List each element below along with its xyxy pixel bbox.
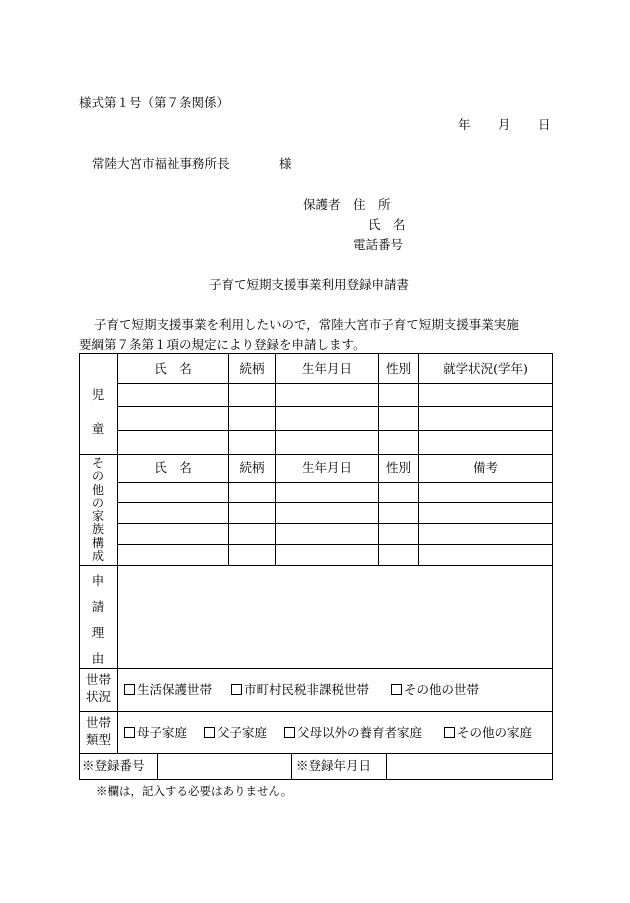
option-label: その他の世帯 [404,682,480,697]
option-single-father[interactable] [204,726,267,740]
option-single-mother[interactable] [124,726,187,740]
family-label [89,457,107,563]
checkbox-icon[interactable] [231,684,242,695]
family-header-birthdate: 生年月日 [301,460,352,475]
child-label [89,378,107,446]
guardian-label: 保護者 [303,197,341,212]
reason-label [89,568,107,672]
guardian-name-label: 氏 名 [368,217,406,232]
checkbox-icon[interactable] [124,727,135,738]
option-tax-exempt-household[interactable] [231,683,369,697]
addressee-name: 常陸大宮市福祉事務所長 [92,156,230,171]
child-header-gender: 性別 [385,361,411,376]
guardian-phone-label: 電話番号 [353,237,404,252]
family-label-text: その他の家族構成 [91,456,104,564]
form-number: 様式第１号（第７条関係） [79,95,230,110]
checkbox-icon[interactable] [124,684,135,695]
reason-label-text: 申請理由 [91,573,105,666]
family-header-name: 氏 名 [154,460,192,475]
checkbox-icon[interactable] [444,727,455,738]
checkbox-icon[interactable] [391,684,402,695]
body-text-line-2: 要綱第７条第１項の規定により登録を申請します。 [79,337,366,352]
child-header-relation: 続柄 [239,361,265,376]
checkbox-icon[interactable] [284,727,295,738]
addressee-honorific: 様 [279,156,292,171]
date-day: 日 [538,117,551,132]
child-header-school: 就学状況(学年) [443,361,528,376]
option-label: 母子家庭 [137,725,188,740]
registration-date-field[interactable] [387,754,552,779]
household-status-label-text: 世帯状況 [85,672,111,704]
child-label-text: 児童 [91,387,105,436]
document-title: 子育て短期支援事業利用登録申請書 [209,277,410,292]
registration-date-label: ※登録年月日 [296,758,372,773]
family-header-gender: 性別 [385,460,411,475]
footnote: ※欄は，記入する必要はありません。 [96,784,293,798]
option-other-household[interactable] [391,683,479,697]
date-month: 月 [498,117,511,132]
child-header-name: 氏 名 [154,361,192,376]
option-other-guardian[interactable] [284,726,422,740]
guardian-address-label: 住 所 [353,197,391,212]
option-welfare-household[interactable] [124,683,212,697]
option-label: その他の家庭 [457,725,533,740]
option-label: 父子家庭 [217,725,268,740]
household-status-label [80,671,117,705]
date-year: 年 [458,117,471,132]
child-header-birthdate: 生年月日 [301,361,352,376]
option-other-family[interactable] [444,726,532,740]
checkbox-icon[interactable] [204,727,215,738]
registration-number-field[interactable] [158,754,291,779]
body-text-line-1: 子育て短期支援事業を利用したいので，常陸大宮市子育て短期支援事業実施 [94,317,519,332]
family-header-remarks: 備考 [472,460,498,475]
family-header-relation: 続柄 [239,460,265,475]
option-label: 生活保護世帯 [137,682,213,697]
option-label: 父母以外の養育者家庭 [297,725,423,740]
reason-field[interactable] [118,566,552,668]
household-type-label-text: 世帯類型 [85,715,111,747]
household-type-label [80,714,117,748]
option-label: 市町村民税非課税世帯 [244,682,370,697]
registration-number-label: ※登録番号 [82,758,145,773]
